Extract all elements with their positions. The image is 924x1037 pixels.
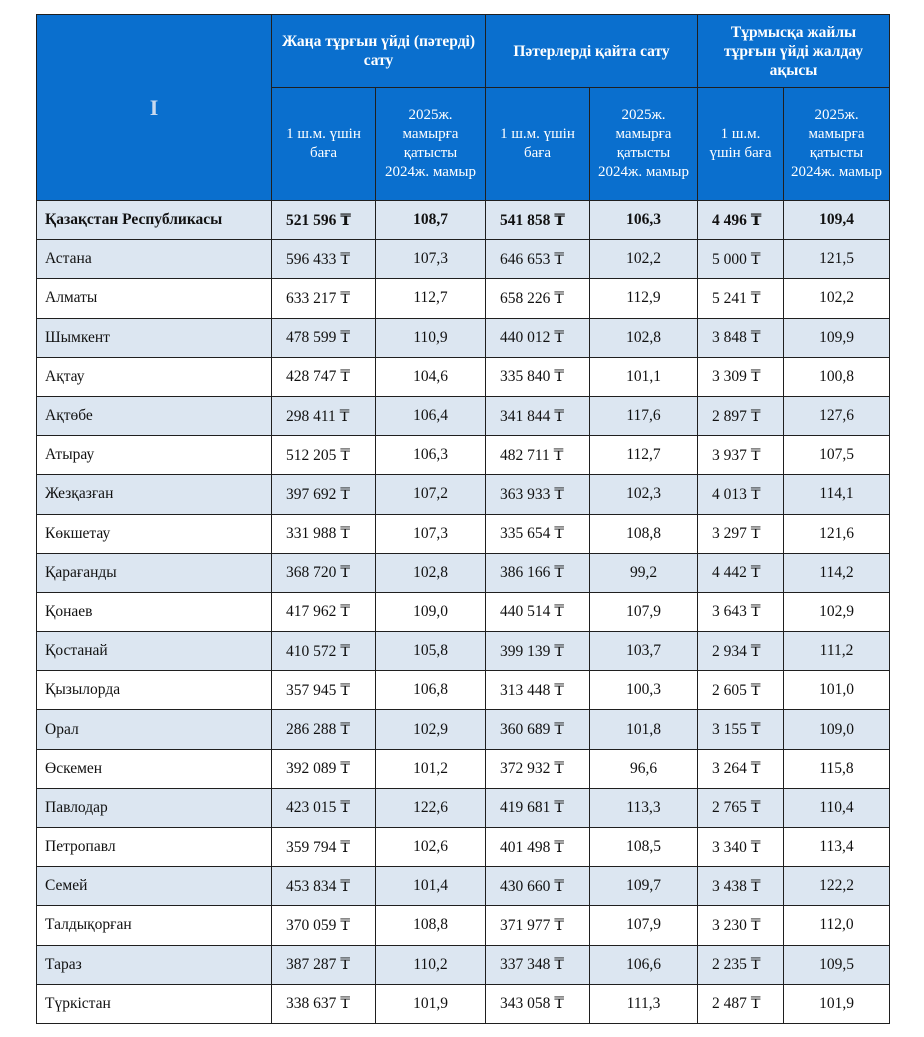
new-index-cell: 110,9: [376, 318, 486, 357]
rent-price-cell: 2 235 ₸: [698, 945, 784, 984]
table-row: [37, 710, 890, 749]
new-price-cell: 512 205 ₸: [272, 436, 376, 475]
resale-price-cell: 401 498 ₸: [486, 828, 590, 867]
resale-index-cell: 107,9: [590, 592, 698, 631]
resale-index-cell: 117,6: [590, 396, 698, 435]
new-price-cell: 368 720 ₸: [272, 553, 376, 592]
new-index-cell: 107,3: [376, 240, 486, 279]
rent-index-cell: 109,5: [784, 945, 890, 984]
new-price-cell: 596 433 ₸: [272, 240, 376, 279]
region-cell: Талдықорған: [37, 906, 272, 945]
new-price-header: 1 ш.м. үшін баға: [272, 88, 376, 201]
new-index-cell: 101,9: [376, 984, 486, 1023]
new-index-cell: 109,0: [376, 592, 486, 631]
resale-index-cell: 107,9: [590, 906, 698, 945]
new-index-cell: 107,3: [376, 514, 486, 553]
new-price-cell: 417 962 ₸: [272, 592, 376, 631]
new-price-cell: 286 288 ₸: [272, 710, 376, 749]
resale-index-cell: 102,2: [590, 240, 698, 279]
rent-price-cell: 2 487 ₸: [698, 984, 784, 1023]
rent-index-cell: 122,2: [784, 867, 890, 906]
new-index-cell: 122,6: [376, 788, 486, 827]
rent-index-cell: 100,8: [784, 357, 890, 396]
table-row: [37, 475, 890, 514]
resale-price-cell: 335 840 ₸: [486, 357, 590, 396]
resale-price-cell: 386 166 ₸: [486, 553, 590, 592]
rent-price-cell: 3 297 ₸: [698, 514, 784, 553]
resale-index-cell: 101,8: [590, 710, 698, 749]
region-cell: Тараз: [37, 945, 272, 984]
new-price-cell: 392 089 ₸: [272, 749, 376, 788]
new-price-cell: 453 834 ₸: [272, 867, 376, 906]
rent-index-cell: 101,9: [784, 984, 890, 1023]
region-cell: Алматы: [37, 279, 272, 318]
new-index-cell: 105,8: [376, 632, 486, 671]
rent-index-cell: 114,1: [784, 475, 890, 514]
table-row: [37, 632, 890, 671]
new-price-cell: 478 599 ₸: [272, 318, 376, 357]
region-cell: Қонаев: [37, 592, 272, 631]
rent-price-cell: 2 934 ₸: [698, 632, 784, 671]
resale-price-cell: 419 681 ₸: [486, 788, 590, 827]
resale-index-cell: 106,6: [590, 945, 698, 984]
resale-index-cell: 112,7: [590, 436, 698, 475]
rent-price-cell: 5 241 ₸: [698, 279, 784, 318]
new-index-cell: 106,3: [376, 436, 486, 475]
new-index-cell: 108,7: [376, 201, 486, 240]
resale-price-cell: 646 653 ₸: [486, 240, 590, 279]
table-row: [37, 240, 890, 279]
resale-price-cell: 341 844 ₸: [486, 396, 590, 435]
table-row: [37, 357, 890, 396]
region-cell: Шымкент: [37, 318, 272, 357]
new-index-cell: 102,6: [376, 828, 486, 867]
total-row: [37, 201, 890, 240]
resale-index-cell: 108,8: [590, 514, 698, 553]
new-index-cell: 101,2: [376, 749, 486, 788]
resale-index-cell: 113,3: [590, 788, 698, 827]
resale-price-cell: 541 858 ₸: [486, 201, 590, 240]
resale-price-cell: 399 139 ₸: [486, 632, 590, 671]
rent-index-cell: 110,4: [784, 788, 890, 827]
rent-index-cell: 109,4: [784, 201, 890, 240]
region-cell: Орал: [37, 710, 272, 749]
resale-price-cell: 360 689 ₸: [486, 710, 590, 749]
new-price-cell: 298 411 ₸: [272, 396, 376, 435]
new-price-cell: 428 747 ₸: [272, 357, 376, 396]
new-price-cell: 410 572 ₸: [272, 632, 376, 671]
new-price-cell: 357 945 ₸: [272, 671, 376, 710]
resale-price-cell: 363 933 ₸: [486, 475, 590, 514]
resale-price-cell: 343 058 ₸: [486, 984, 590, 1023]
table-row: [37, 788, 890, 827]
region-header: I: [37, 15, 272, 201]
rent-price-cell: 3 264 ₸: [698, 749, 784, 788]
table-row: [37, 553, 890, 592]
rent-price-cell: 3 937 ₸: [698, 436, 784, 475]
region-cell: Өскемен: [37, 749, 272, 788]
resale-price-cell: 440 012 ₸: [486, 318, 590, 357]
resale-price-cell: 337 348 ₸: [486, 945, 590, 984]
rent-price-cell: 3 230 ₸: [698, 906, 784, 945]
rent-price-cell: 2 605 ₸: [698, 671, 784, 710]
resale-index-cell: 109,7: [590, 867, 698, 906]
resale-price-cell: 482 711 ₸: [486, 436, 590, 475]
region-cell: Түркістан: [37, 984, 272, 1023]
resale-index-cell: 96,6: [590, 749, 698, 788]
region-cell: Ақтау: [37, 357, 272, 396]
rent-price-cell: 3 309 ₸: [698, 357, 784, 396]
table-row: [37, 396, 890, 435]
rent-index-cell: 109,9: [784, 318, 890, 357]
table-row: [37, 867, 890, 906]
table-row: [37, 671, 890, 710]
resale-index-cell: 108,5: [590, 828, 698, 867]
new-price-cell: 370 059 ₸: [272, 906, 376, 945]
new-index-header: 2025ж. мамырға қатысты 2024ж. мамыр: [376, 88, 486, 201]
region-cell: Көкшетау: [37, 514, 272, 553]
new-price-cell: 521 596 ₸: [272, 201, 376, 240]
table-row: [37, 436, 890, 475]
region-cell: Петропавл: [37, 828, 272, 867]
region-cell: Қазақстан Республикасы: [37, 201, 272, 240]
new-index-cell: 101,4: [376, 867, 486, 906]
rent-index-cell: 121,6: [784, 514, 890, 553]
new-index-cell: 106,4: [376, 396, 486, 435]
region-cell: Астана: [37, 240, 272, 279]
rent-price-cell: 2 897 ₸: [698, 396, 784, 435]
table-row: [37, 984, 890, 1023]
new-index-cell: 102,8: [376, 553, 486, 592]
table-row: [37, 279, 890, 318]
rent-price-cell: 4 013 ₸: [698, 475, 784, 514]
new-index-cell: 102,9: [376, 710, 486, 749]
table-row: [37, 749, 890, 788]
new-price-cell: 338 637 ₸: [272, 984, 376, 1023]
new-index-cell: 112,7: [376, 279, 486, 318]
resale-price-cell: 335 654 ₸: [486, 514, 590, 553]
resale-price-cell: 313 448 ₸: [486, 671, 590, 710]
new-price-cell: 387 287 ₸: [272, 945, 376, 984]
resale-index-cell: 100,3: [590, 671, 698, 710]
region-cell: Атырау: [37, 436, 272, 475]
resale-index-cell: 106,3: [590, 201, 698, 240]
new-index-cell: 110,2: [376, 945, 486, 984]
new-price-cell: 397 692 ₸: [272, 475, 376, 514]
rent-price-cell: 4 442 ₸: [698, 553, 784, 592]
table-body: [37, 201, 890, 1024]
new-price-cell: 423 015 ₸: [272, 788, 376, 827]
rent-price-cell: 3 340 ₸: [698, 828, 784, 867]
rent-price-cell: 5 000 ₸: [698, 240, 784, 279]
rent-index-cell: 113,4: [784, 828, 890, 867]
rent-price-cell: 3 438 ₸: [698, 867, 784, 906]
rent-index-cell: 127,6: [784, 396, 890, 435]
table-row: [37, 592, 890, 631]
resale-price-cell: 658 226 ₸: [486, 279, 590, 318]
table-row: [37, 945, 890, 984]
resale-price-cell: 430 660 ₸: [486, 867, 590, 906]
rent-index-cell: 111,2: [784, 632, 890, 671]
table-row: [37, 514, 890, 553]
new-housing-sale-header: Жаңа тұрғын үйді (пәтерді) сату: [272, 15, 486, 88]
resale-index-cell: 111,3: [590, 984, 698, 1023]
rent-price-cell: 3 155 ₸: [698, 710, 784, 749]
resale-price-cell: 440 514 ₸: [486, 592, 590, 631]
rent-index-cell: 115,8: [784, 749, 890, 788]
housing-price-table: [36, 14, 890, 1024]
rent-index-cell: 101,0: [784, 671, 890, 710]
rent-index-cell: 112,0: [784, 906, 890, 945]
rent-index-header: 2025ж. мамырға қатысты 2024ж. мамыр: [784, 88, 890, 201]
table-row: [37, 906, 890, 945]
resale-price-cell: 371 977 ₸: [486, 906, 590, 945]
resale-index-cell: 99,2: [590, 553, 698, 592]
resale-index-cell: 112,9: [590, 279, 698, 318]
rent-index-cell: 114,2: [784, 553, 890, 592]
new-price-cell: 359 794 ₸: [272, 828, 376, 867]
region-cell: Павлодар: [37, 788, 272, 827]
region-cell: Қарағанды: [37, 553, 272, 592]
resale-index-header: 2025ж. мамырға қатысты 2024ж. мамыр: [590, 88, 698, 201]
apartment-resale-header: Пәтерлерді қайта сату: [486, 15, 698, 88]
resale-index-cell: 103,7: [590, 632, 698, 671]
region-cell: Қызылорда: [37, 671, 272, 710]
region-cell: Жезқазған: [37, 475, 272, 514]
table-row: [37, 318, 890, 357]
rent-price-cell: 2 765 ₸: [698, 788, 784, 827]
resale-index-cell: 102,3: [590, 475, 698, 514]
rent-index-cell: 109,0: [784, 710, 890, 749]
new-price-cell: 331 988 ₸: [272, 514, 376, 553]
rent-price-header: 1 ш.м. үшін баға: [698, 88, 784, 201]
new-index-cell: 108,8: [376, 906, 486, 945]
resale-index-cell: 102,8: [590, 318, 698, 357]
resale-index-cell: 101,1: [590, 357, 698, 396]
region-cell: Семей: [37, 867, 272, 906]
region-cell: Ақтөбе: [37, 396, 272, 435]
rent-price-cell: 3 643 ₸: [698, 592, 784, 631]
rent-price-cell: 3 848 ₸: [698, 318, 784, 357]
new-index-cell: 107,2: [376, 475, 486, 514]
resale-price-header: 1 ш.м. үшін баға: [486, 88, 590, 201]
table-row: [37, 828, 890, 867]
new-index-cell: 104,6: [376, 357, 486, 396]
resale-price-cell: 372 932 ₸: [486, 749, 590, 788]
rent-index-cell: 102,9: [784, 592, 890, 631]
region-cell: Қостанай: [37, 632, 272, 671]
rent-index-cell: 121,5: [784, 240, 890, 279]
rent-price-cell: 4 496 ₸: [698, 201, 784, 240]
rental-header: Тұрмысқа жайлы тұрғын үйді жалдау ақысы: [698, 15, 890, 88]
rent-index-cell: 102,2: [784, 279, 890, 318]
rent-index-cell: 107,5: [784, 436, 890, 475]
new-price-cell: 633 217 ₸: [272, 279, 376, 318]
new-index-cell: 106,8: [376, 671, 486, 710]
